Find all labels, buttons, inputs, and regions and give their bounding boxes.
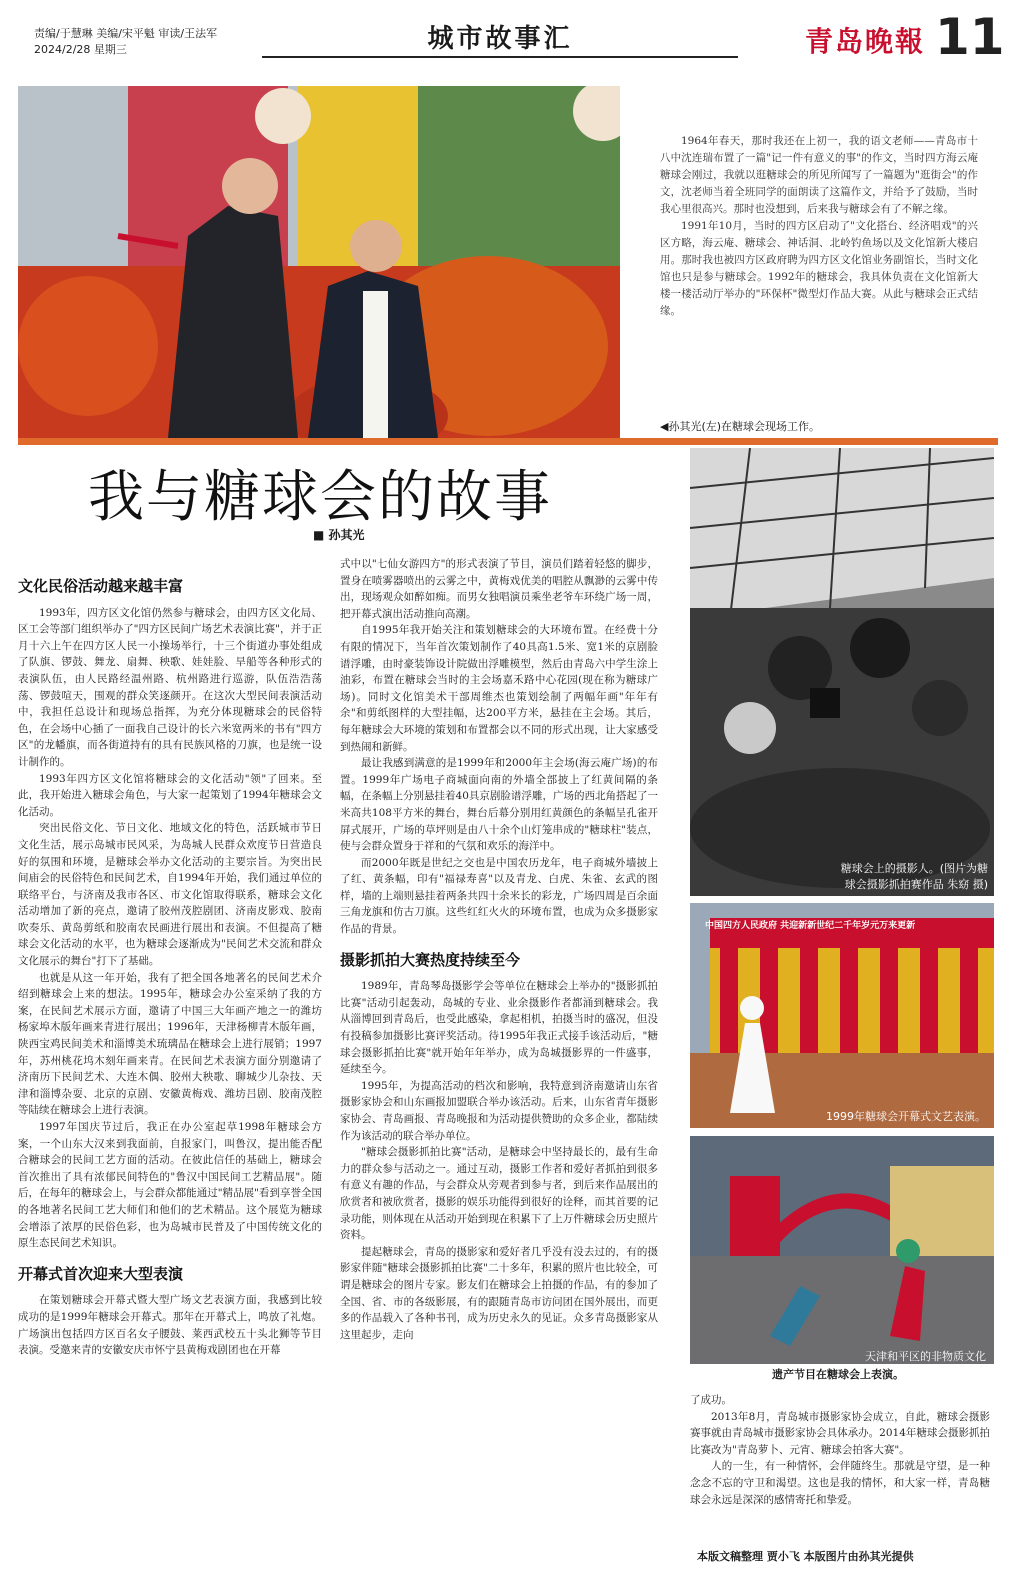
paragraph: 式中以"七仙女游四方"的形式表演了节目，演员们踏着轻悠的脚步，置身在喷雾器喷出的云雾之中，黄梅戏优美的唱腔从飘渺的云雾中传出，现场观众如醉如痴。而男女独唱演员乘坐老爷车环绕广场一周，把开幕式演出活动推向高潮。: [340, 558, 658, 620]
newspaper-logo: 青岛晚報: [805, 25, 926, 58]
editors-line: 责编/于慧琳 美编/宋平魁 审读/王法军: [34, 27, 218, 40]
page-credit: 本版文稿整理 贾小飞 本版图片由孙其光提供: [697, 1550, 914, 1563]
photo-caption-1: [790, 860, 988, 892]
photo-caption-2: 1999年糖球会开幕式文艺表演。: [826, 1110, 986, 1123]
editor-credits: [34, 26, 217, 58]
section-heading: 摄影抓拍大赛热度持续至今: [340, 950, 521, 969]
paragraph: 人的一生，有一种情怀，会伴随终生。那就是守望，是一种念念不忘的守卫和渴望。这也是我的情怀，和大家一样，青岛糖球会永远是深深的感情寄托和挚爱。: [690, 1460, 990, 1506]
article-column-2: [340, 556, 658, 1568]
article-column-1: [18, 572, 322, 1568]
banner-text: 中国四方人民政府 共迎新新世纪二千年岁元万来更新: [705, 921, 916, 931]
paragraph: 1993年四方区文化馆将糖球会的文化活动"领"了回来。至此，我开始进入糖球会角色，与大家一起策划了1994年糖球会文化活动。: [18, 772, 322, 818]
intro-paragraph: 1964年春天，那时我还在上初一，我的语文老师——青岛市十八中沈连瑞布置了一篇"记一件有意义的事"的作文，当时四方海云庵糖球会刚过，我就以逛糖球会的所见所闻写了一篇题为"逛街会"的作文，沈老师当着全班同学的面朗读了这篇作文，并给予了鼓励，当时我心里很高兴。那时也没想到，后来我与糖球会有了不解之缘。: [660, 135, 978, 215]
paragraph: 了成功。: [690, 1394, 732, 1406]
paragraph: 1997年国庆节过后，我正在办公室起草1998年糖球会方案，一个山东大汉来到我面前，自报家门，叫鲁汉，提出能否配合糖球会的民间工艺方面的活动。在彼此信任的基础上，糖球会首次推出了具有浓郁民间特色的"鲁汉中国民间工艺精品展"。随后，在每年的糖球会上，与会群众都能通过"精品展"看到享誉全国的各地著名民间工艺大师们和他们的艺术精品。这个展览为糖球会增添了浓厚的民俗色彩，也为岛城市民普及了中国传统文化的原生态民间艺术知识。: [18, 1121, 322, 1250]
main-photo-caption: ◀孙其光(左)在糖球会现场工作。: [660, 420, 821, 433]
header-rule: [262, 56, 738, 58]
section-rule: [18, 438, 998, 445]
article-title: 我与糖球会的故事: [88, 465, 552, 530]
paragraph: 而2000年既是世纪之交也是中国农历龙年，电子商城外墙披上了红、黄条幅，印有"福禄寿喜"以及青龙、白虎、朱雀、玄武的图样，墙的上端则悬挂着两条共四十余米长的彩龙，广场四周是百余面三角龙旗和仿古刀旗。这些红红火火的环境布置，也成为众多摄影家作品的背景。: [340, 856, 658, 936]
photo-opening-ceremony: [690, 903, 994, 1128]
paragraph: 突出民俗文化、节日文化、地域文化的特色，活跃城市节日文化生活，展示岛城市民风采，为岛城人民群众欢度节日营造良好的氛围和环境，是糖球会举办文化活动的主要宗旨。为突出民间庙会的民俗特色和民间艺术，自1994年开始，我们通过单位的联络平台，与济南及我市各区、市文化馆取得联系，糖球会文化活动增加了新的亮点，邀请了胶州茂腔剧团、济南皮影戏、胶南吹奏乐、黄岛剪纸和胶南农民画进行展出和表演。不但提高了糖球会文化活动的水平，也为糖球会逐渐成为"民间艺术交流和群众文化展示的舞台"打下了基础。: [18, 822, 322, 968]
paragraph: 自1995年我开始关注和策划糖球会的大环境布置。在经费十分有限的情况下，当年首次策划制作了40具高1.5米、宽1米的京剧脸谱浮雕，由时豪装饰设计院做出浮雕模型，然后由青岛六中学生涂上油彩，布置在糖球会当时的主会场嘉禾路中心花园(现在称为糖球广场)。同时文化馆美术干部周维杰也策划绘制了两幅年画"年年有余"和剪纸图样的大型挂幅，达200平方米，悬挂在主会场。其后，每年糖球会大环境的策划和布置都会以不同的形式出现，让大家感受到热闹和新鲜。: [340, 624, 658, 753]
paragraph: 2013年8月，青岛城市摄影家协会成立，自此，糖球会摄影赛事就由青岛城市摄影家协会具体承办。2014年糖球会摄影抓拍比赛改为"青岛萝卜、元宵、糖球会拍客大赛"。: [690, 1410, 990, 1456]
section-heading: 文化民俗活动越来越丰富: [18, 577, 184, 595]
caption-line: 天津和平区的非物质文化: [865, 1350, 986, 1363]
caption-line: 球会摄影抓拍赛作品 朱窈 摄): [844, 878, 988, 891]
date-line: 2024/2/28 星期三: [34, 43, 127, 56]
byline: ■ 孙其光: [313, 528, 365, 542]
column-title: 城市故事汇: [427, 24, 573, 54]
paragraph: 在策划糖球会开幕式暨大型广场文艺表演方面，我感到比较成功的是1999年糖球会开幕式。那年在开幕式上，鸣放了礼炮。广场演出包括四方区百名女子腰鼓、莱西武校五十头北狮等节目表演。受邀来青的安徽安庆市怀宁县黄梅戏剧团也在开幕: [18, 1294, 322, 1357]
intro-text: [660, 133, 978, 320]
photo-caption-3: [690, 1352, 986, 1384]
paragraph: 1993年，四方区文化馆仍然参与糖球会，由四方区文化局、区工会等部门组织举办了"四方区民间广场艺术表演比赛"，并于正月十六上午在四方区人民一小操场举行，十三个街道办事处组成了队旗、锣鼓、舞龙、扇舞、秧歌、娃娃脸、旱船等各种形式的表演队伍，由人民路经温州路、杭州路进行巡游，队伍浩浩荡荡、锣鼓喧天，围观的群众笑逐颜开。在这次大型民间表演活动中，我担任总设计和现场总指挥，为充分体现糖球会的民俗特色，在会场中心插了一面我自己设计的长六米宽两米的书有"四方区"的龙幡旗，而各街道持有的具有民族风格的刀旗，也是统一设计制作的。: [18, 606, 322, 768]
paragraph: 1995年，为提高活动的档次和影响，我特意到济南邀请山东省摄影家协会和山东画报加盟联合举办该活动。后来，山东省青年摄影家协会、青岛画报、青岛晚报和为活动提供赞助的众多企业，都陆续作为该活动的联合举办单位。: [340, 1079, 658, 1142]
paragraph: 最让我感到满意的是1999年和2000年主会场(海云庵广场)的布置。1999年广场电子商城面向南的外墙全部披上了红黄间隔的条幅，在条幅上分别悬挂着40具京剧脸谱浮雕，广场的西北角搭起了一米高共108平方米的舞台，舞台后幕分别用红黄颜色的条幅呈孔雀开屏式展开，广场的草坪则是由八十余个山灯笼串成的"糖球柱"装点，使与会群众置身于祥和的气氛和欢乐的海洋中。: [340, 757, 658, 853]
paragraph: 提起糖球会，青岛的摄影家和爱好者几乎没有没去过的，有的摄影家伴随"糖球会摄影抓拍比赛"二十多年，积累的照片也比较全，可谓是糖球会的图片专家。影友们在糖球会上拍摄的作品，有的参加了全国、省、市的各级影展，有的跟随青岛市访问团在国外展出，而更多的作品载入了各种书刊，成为历史永久的见证。众多青岛摄影家从这里起步，走向: [340, 1245, 658, 1341]
paragraph: 也就是从这一年开始，我有了把全国各地著名的民间艺术介绍到糖球会上来的想法。1995年，糖球会办公室采纳了我的方案，在民间艺术展示方面，邀请了中国三大年画产地之一的潍坊杨家埠木版年画来青进行展出；1996年，天津杨柳青木版年画，陕西宝鸡民间美术和淄博美术琉璃品在糖球会上进行展销；1997年，苏州桃花坞木刻年画来青。在民间艺术表演方面分别邀请了济南历下民间艺术、大连木偶、胶州大秧歌、聊城少儿杂技、天津和淄博杂耍、北京的京剧、安徽黄梅戏、潍坊吕剧、胶南茂腔等陆续在糖球会上进行表演。: [18, 971, 322, 1117]
intro-paragraph: 1991年10月，当时的四方区启动了"文化搭台、经济唱戏"的兴区方略，海云庵、糖球会、神话洞、北岭钓鱼场以及文化馆新大楼启用。那时我也被四方区政府聘为四方区文化馆业务副馆长，当时文化馆也只是参与糖球会。1992年的糖球会，我具体负责在文化馆新大楼一楼活动厅举办的"环保杯"微型灯作品大赛。从此与糖球会正式结缘。: [660, 220, 978, 317]
paragraph: 1989年，青岛琴岛摄影学会等单位在糖球会上举办的"摄影抓拍比赛"活动引起轰动，岛城的专业、业余摄影作者都涌到糖球会。我从淄博回到青岛后，也受此感染，拿起相机，拍摄当时的盛况，但没有投稿参加摄影比赛评奖活动。待1995年我正式接手该活动后，"糖球会摄影抓拍比赛"就开始年年举办，成为岛城摄影界的一件盛事，延续至今。: [340, 980, 658, 1076]
photo-tianjin-performance: [690, 1136, 994, 1364]
caption-line: 遗产节目在糖球会上表演。: [772, 1368, 904, 1381]
caption-line: 糖球会上的摄影人。(图片为糖: [840, 862, 988, 875]
main-photo: [18, 86, 620, 438]
photo-photographers: [690, 448, 994, 896]
page-number: 11: [935, 8, 1005, 66]
paragraph: "糖球会摄影抓拍比赛"活动，是糖球会中坚持最长的，最有生命力的群众参与活动之一。通过互动，摄影工作者和爱好者抓拍到很多有意义有趣的作品，与会群众从旁观者到参与者，到后来作品展出的欣赏者和被欣赏者，摄影的娱乐功能得到很好的诠释，而其首要的记录功能，则体现在从活动开始到现在积累下了上万件糖球会历史照片资料。: [340, 1146, 658, 1242]
article-column-3: [690, 1392, 990, 1542]
section-heading: 开幕式首次迎来大型表演: [18, 1264, 184, 1283]
